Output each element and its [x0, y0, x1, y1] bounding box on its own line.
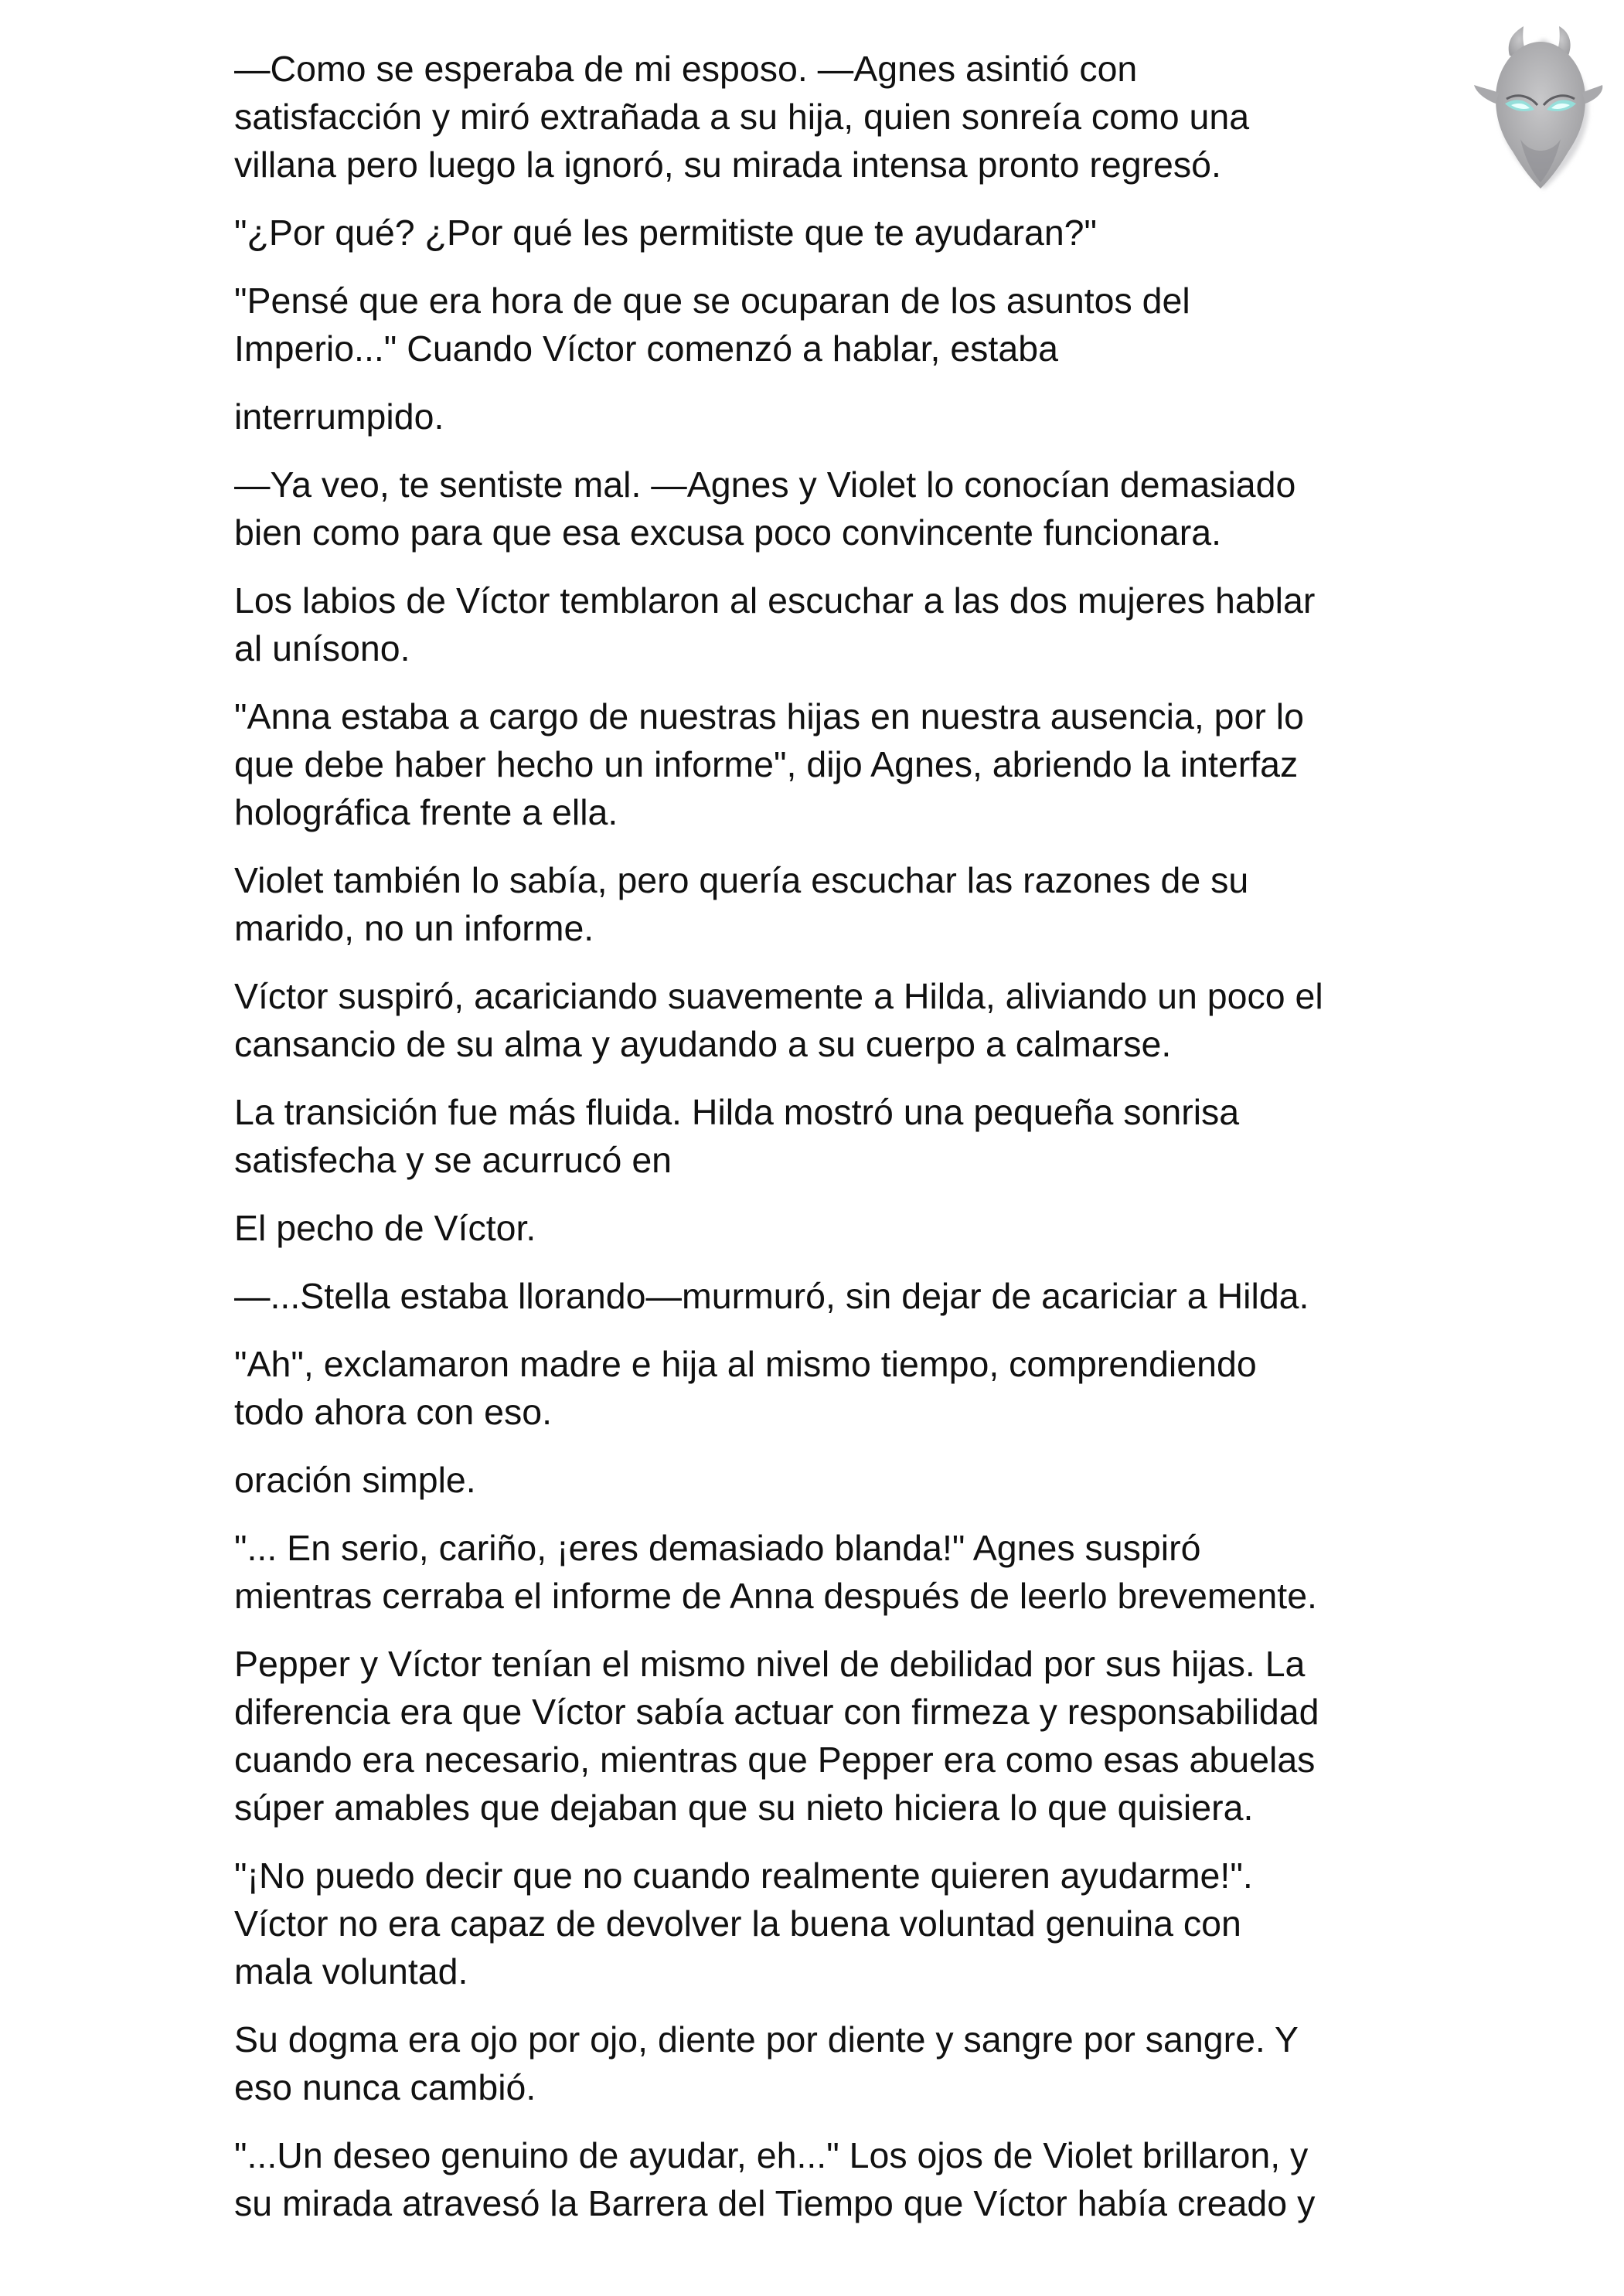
paragraph: —Ya veo, te sentiste mal. —Agnes y Violet lo conocían demasiado bien como para que esa excusa poco convincente funcionara. — [234, 464, 1296, 553]
paragraph: "Anna estaba a cargo de nuestras hijas en nuestra ausencia, por lo que debe haber hecho un informe", dijo Agnes, abriendo la interfaz holográfica frente a ella. — [234, 696, 1304, 832]
paragraph: —...Stella estaba llorando—murmuró, sin dejar de acariciar a Hilda. — [234, 1276, 1309, 1316]
paragraph: "...Un deseo genuino de ayudar, eh..." Los ojos de Violet brillaron, y su mirada atravesó la Barrera del Tiempo que Víctor había creado y — [234, 2135, 1316, 2223]
paragraph: "¡No puedo decir que no cuando realmente quieren ayudarme!". Víctor no era capaz de devolver la buena voluntad genuina con mala voluntad. — [234, 1856, 1253, 1992]
paragraph: Violet también lo sabía, pero quería escuchar las razones de su marido, no un informe. — [234, 860, 1249, 948]
paragraph: "Pensé que era hora de que se ocuparan de los asuntos del Imperio..." Cuando Víctor comenzó a hablar, estaba — [234, 281, 1190, 369]
paragraph: "¿Por qué? ¿Por qué les permitiste que te ayudaran?" — [234, 213, 1098, 253]
paragraph: oración simple. — [234, 1460, 476, 1500]
paragraph: Víctor suspiró, acariciando suavemente a Hilda, aliviando un poco el cansancio de su alma y ayudando a su cuerpo a calmarse. — [234, 976, 1323, 1064]
demon-head-icon — [1472, 23, 1604, 201]
paragraph: interrumpido. — [234, 396, 444, 437]
paragraph: "Ah", exclamaron madre e hija al mismo tiempo, comprendiendo todo ahora con eso. — [234, 1344, 1257, 1432]
paragraph: —Como se esperaba de mi esposo. —Agnes asintió con satisfacción y miró extrañada a su hija, quien sonreía como una villana pero luego la ignoró, su mirada intensa pronto regresó. — [234, 49, 1250, 185]
paragraph: La transición fue más fluida. Hilda mostró una pequeña sonrisa satisfecha y se acurrucó en — [234, 1092, 1240, 1180]
paragraph: Pepper y Víctor tenían el mismo nivel de debilidad por sus hijas. La diferencia era que Víctor sabía actuar con firmeza y responsabilidad cuando era necesario, mientras que Pepper era como esas abuelas súper amables que dejaban que su nieto hiciera lo que quisiera. — [234, 1644, 1319, 1828]
paragraph: "... En serio, cariño, ¡eres demasiado blanda!" Agnes suspiró mientras cerraba el informe de Anna después de leerlo brevemente. — [234, 1528, 1317, 1616]
body-text — [234, 45, 1432, 2247]
paragraph: Los labios de Víctor temblaron al escuchar a las dos mujeres hablar al unísono. — [234, 580, 1316, 668]
paragraph: Su dogma era ojo por ojo, diente por diente y sangre por sangre. Y eso nunca cambió. — [234, 2019, 1299, 2107]
paragraph: El pecho de Víctor. — [234, 1208, 536, 1248]
